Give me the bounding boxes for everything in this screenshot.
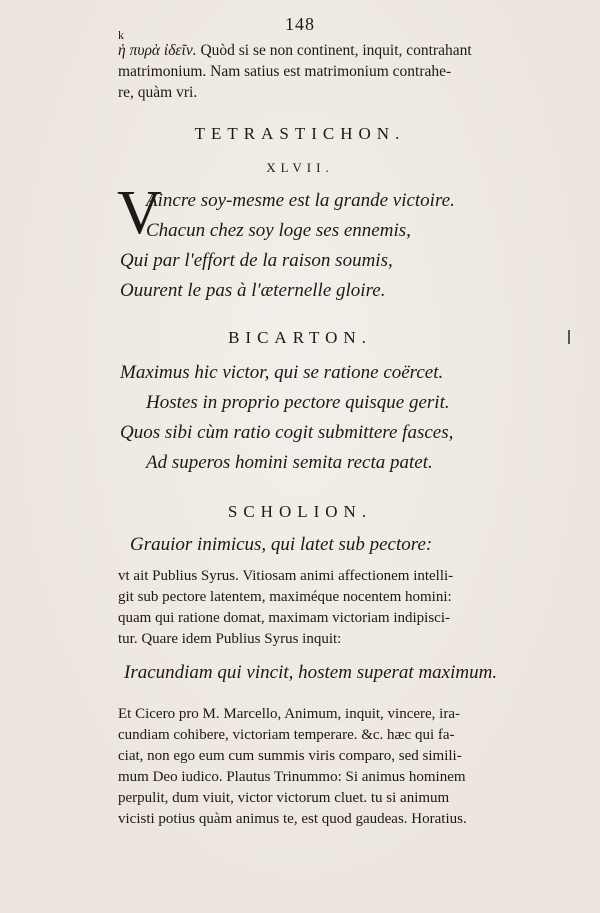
verse-line: Ouurent le pas à l'æternelle gloire. — [120, 280, 386, 301]
margin-mark — [568, 330, 570, 344]
verse-line: Hostes in proprio pectore quisque gerit. — [146, 392, 450, 413]
page-number: 148 — [285, 14, 315, 34]
heading-scholion: SCHOLION. — [227, 502, 373, 521]
prose-line: cundiam cohibere, victoriam temperare. &c. hæc qui fa- — [118, 727, 455, 743]
verse-line: Quos sibi cùm ratio cogit submittere fasces, — [120, 422, 454, 443]
prose-line: quam qui ratione domat, maximam victoriam indipisci- — [118, 610, 451, 626]
greek-phrase: ἡ πυρὰ ἰδεῖν. — [118, 42, 197, 59]
heading-bicarton: BICARTON. — [228, 328, 372, 347]
intro-line: re, quàm vri. — [118, 84, 198, 101]
scholion-quote: Grauior inimicus, qui latet sub pectore: — [130, 534, 433, 555]
verse-line: Aincre soy-mesme est la grande victoire. — [146, 190, 455, 211]
latin-verse — [0, 358, 600, 478]
heading-tetrastichon: TETRASTICHON. — [194, 124, 406, 143]
corner-mark: k — [118, 28, 124, 42]
verse-line: Qui par l'effort de la raison soumis, — [120, 250, 393, 271]
prose-line: git sub pectore latentem, maximéque nocentem homini: — [118, 589, 452, 605]
prose-line: vicisti potius quàm animus te, est quod gaudeas. Horatius. — [118, 811, 467, 827]
verse-line: Maximus hic victor, qui se ratione coërcet. — [120, 362, 444, 383]
prose-line: Et Cicero pro M. Marcello, Animum, inquit, vincere, ira- — [118, 706, 460, 722]
subhead-number: XLVII. — [266, 160, 334, 175]
scholion-paragraph — [118, 566, 548, 650]
closing-paragraph — [118, 704, 548, 830]
prose-line: perpulit, dum viuit, victor victorum cluet. tu si animum — [118, 790, 450, 806]
prose-line: vt ait Publius Syrus. Vitiosam animi affectionem intelli- — [118, 568, 454, 584]
intro-line: Quòd si se non continent, inquit, contrahant — [196, 42, 472, 59]
verse-line: Ad superos homini semita recta patet. — [146, 452, 433, 473]
prose-line: ciat, non ego eum cum summis viris comparo, sed simili- — [118, 748, 462, 764]
second-quote: Iracundiam qui vincit, hostem superat maximum. — [124, 662, 498, 683]
intro-line: matrimonium. Nam satius est matrimonium contrahe- — [118, 63, 452, 80]
intro-paragraph — [118, 40, 548, 103]
verse-line: Chacun chez soy loge ses ennemis, — [146, 220, 411, 241]
prose-line: tur. Quare idem Publius Syrus inquit: — [118, 631, 342, 647]
french-verse — [0, 186, 600, 306]
prose-line: mum Deo iudico. Plautus Trinummo: Si animus hominem — [118, 769, 466, 785]
drop-cap: V — [117, 179, 162, 247]
